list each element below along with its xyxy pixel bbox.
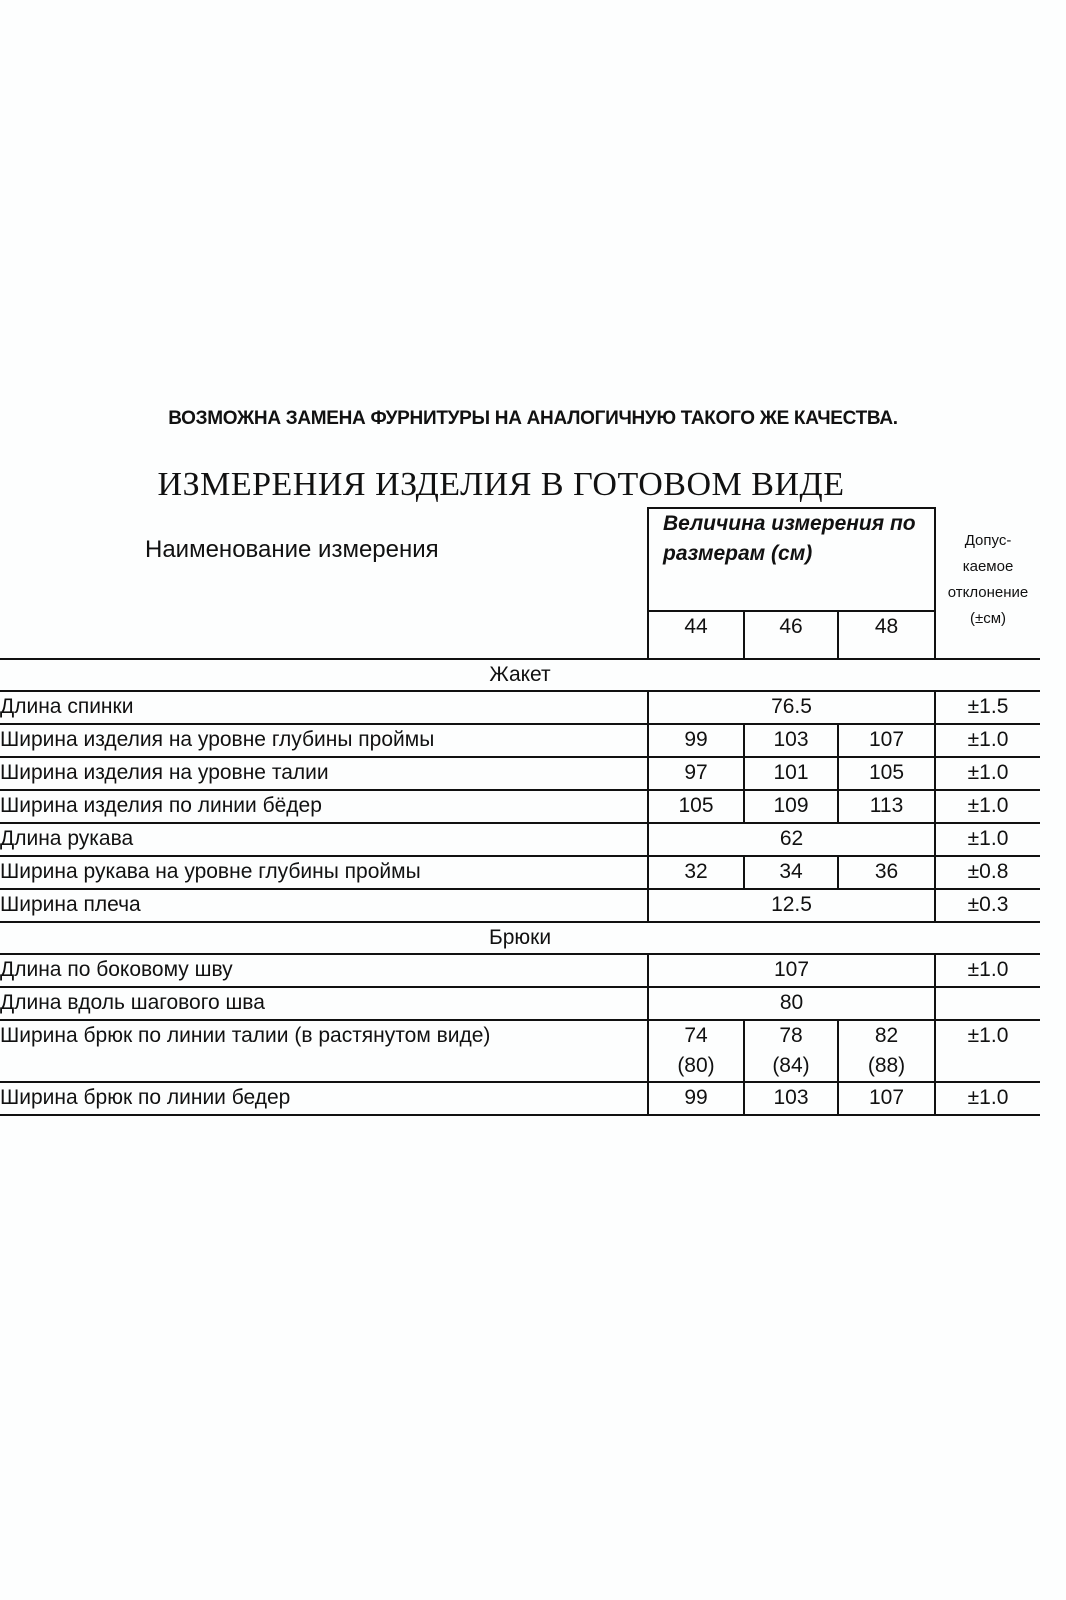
size-value — [648, 1020, 744, 1082]
tolerance-value: ±0.3 — [935, 889, 1040, 922]
measurement-name: Длина вдоль шагового шва — [0, 987, 648, 1020]
tolerance-value: ±1.0 — [935, 790, 1040, 823]
value-line: 78 — [779, 1024, 803, 1047]
measurement-name: Ширина плеча — [0, 889, 648, 922]
measurement-row — [0, 889, 1040, 922]
tolerance-value: ±1.0 — [935, 757, 1040, 790]
tolerance-value: ±1.0 — [935, 724, 1040, 757]
header-sizes-label: Величина измерения по размерам (см) — [663, 512, 916, 565]
section-title: Жакет — [0, 659, 1040, 691]
measurement-name: Ширина изделия на уровне глубины проймы — [0, 724, 648, 757]
tolerance-line: отклонение — [947, 584, 1029, 601]
measurement-name: Ширина рукава на уровне глубины проймы — [0, 856, 648, 889]
size-value: 107 — [838, 1082, 935, 1115]
tolerance-line: каемое — [962, 558, 1014, 575]
size-value: 99 — [648, 724, 744, 757]
measurement-row — [0, 790, 1040, 823]
value-line-stretched: (88) — [867, 1054, 906, 1077]
size-value: 99 — [648, 1082, 744, 1115]
merged-value: 62 — [648, 823, 935, 856]
measurement-row — [0, 987, 1040, 1020]
measurement-row — [0, 856, 1040, 889]
tolerance-line: Допус- — [964, 532, 1012, 549]
tolerance-value: ±1.0 — [935, 1020, 1040, 1082]
size-value: 103 — [744, 1082, 838, 1115]
tolerance-value: ±1.0 — [935, 1082, 1040, 1115]
tolerance-value: ±1.5 — [935, 691, 1040, 724]
header-sizes-cell — [648, 508, 935, 611]
section-row — [0, 659, 1040, 691]
merged-value: 76.5 — [648, 691, 935, 724]
measurement-name: Длина по боковому шву — [0, 954, 648, 987]
size-value: 109 — [744, 790, 838, 823]
size-value: 32 — [648, 856, 744, 889]
section-row — [0, 922, 1040, 954]
value-line: 82 — [874, 1024, 899, 1047]
size-value — [838, 1020, 935, 1082]
header-tolerance — [936, 508, 1040, 632]
merged-value: 12.5 — [648, 889, 935, 922]
page-title — [0, 466, 1066, 504]
header-tolerance-cell — [935, 508, 1040, 659]
size-value: 34 — [744, 856, 838, 889]
value-line: 74 — [684, 1024, 708, 1047]
size-value: 105 — [648, 790, 744, 823]
size-value: 101 — [744, 757, 838, 790]
size-value: 107 — [838, 724, 935, 757]
merged-value: 107 — [648, 954, 935, 987]
size-value: 105 — [838, 757, 935, 790]
measurement-name: Ширина изделия по линии бёдер — [0, 790, 648, 823]
measurement-name: Длина спинки — [0, 691, 648, 724]
header-name: Наименование измерения — [145, 536, 439, 563]
size-48: 48 — [838, 611, 935, 659]
tolerance-line: (±см) — [969, 610, 1007, 627]
size-value: 36 — [838, 856, 935, 889]
replacement-notice: ВОЗМОЖНА ЗАМЕНА ФУРНИТУРЫ НА АНАЛОГИЧНУЮ ТАКОГО ЖЕ КАЧЕСТВА. — [168, 408, 898, 429]
value-line-stretched: (80) — [677, 1054, 715, 1077]
header-row — [0, 508, 1040, 611]
measurement-row — [0, 757, 1040, 790]
tolerance-value: ±1.0 — [935, 823, 1040, 856]
measurement-row — [0, 1020, 1040, 1082]
merged-value: 80 — [648, 987, 935, 1020]
measurement-row — [0, 724, 1040, 757]
measurement-row — [0, 823, 1040, 856]
measurement-name: Ширина брюк по линии талии (в растянутом виде) — [0, 1020, 648, 1082]
value-line-stretched: (84) — [772, 1054, 810, 1077]
measurements-table — [0, 507, 1040, 1116]
measurement-name: Ширина изделия на уровне талии — [0, 757, 648, 790]
size-value: 97 — [648, 757, 744, 790]
tolerance-value: ±0.8 — [935, 856, 1040, 889]
measurement-name: Длина рукава — [0, 823, 648, 856]
measurement-row — [0, 954, 1040, 987]
size-value: 103 — [744, 724, 838, 757]
page-title-text: ИЗМЕРЕНИЯ ИЗДЕЛИЯ В ГОТОВОМ ВИДЕ — [157, 466, 845, 503]
measurement-row — [0, 691, 1040, 724]
tolerance-value — [935, 987, 1040, 1020]
size-44: 44 — [648, 611, 744, 659]
size-value — [744, 1020, 838, 1082]
size-46: 46 — [744, 611, 838, 659]
measurement-name: Ширина брюк по линии бедер — [0, 1082, 648, 1115]
size-value: 113 — [838, 790, 935, 823]
measurement-row — [0, 1082, 1040, 1115]
tolerance-value: ±1.0 — [935, 954, 1040, 987]
header-name-cell — [0, 508, 648, 659]
section-title: Брюки — [0, 922, 1040, 954]
